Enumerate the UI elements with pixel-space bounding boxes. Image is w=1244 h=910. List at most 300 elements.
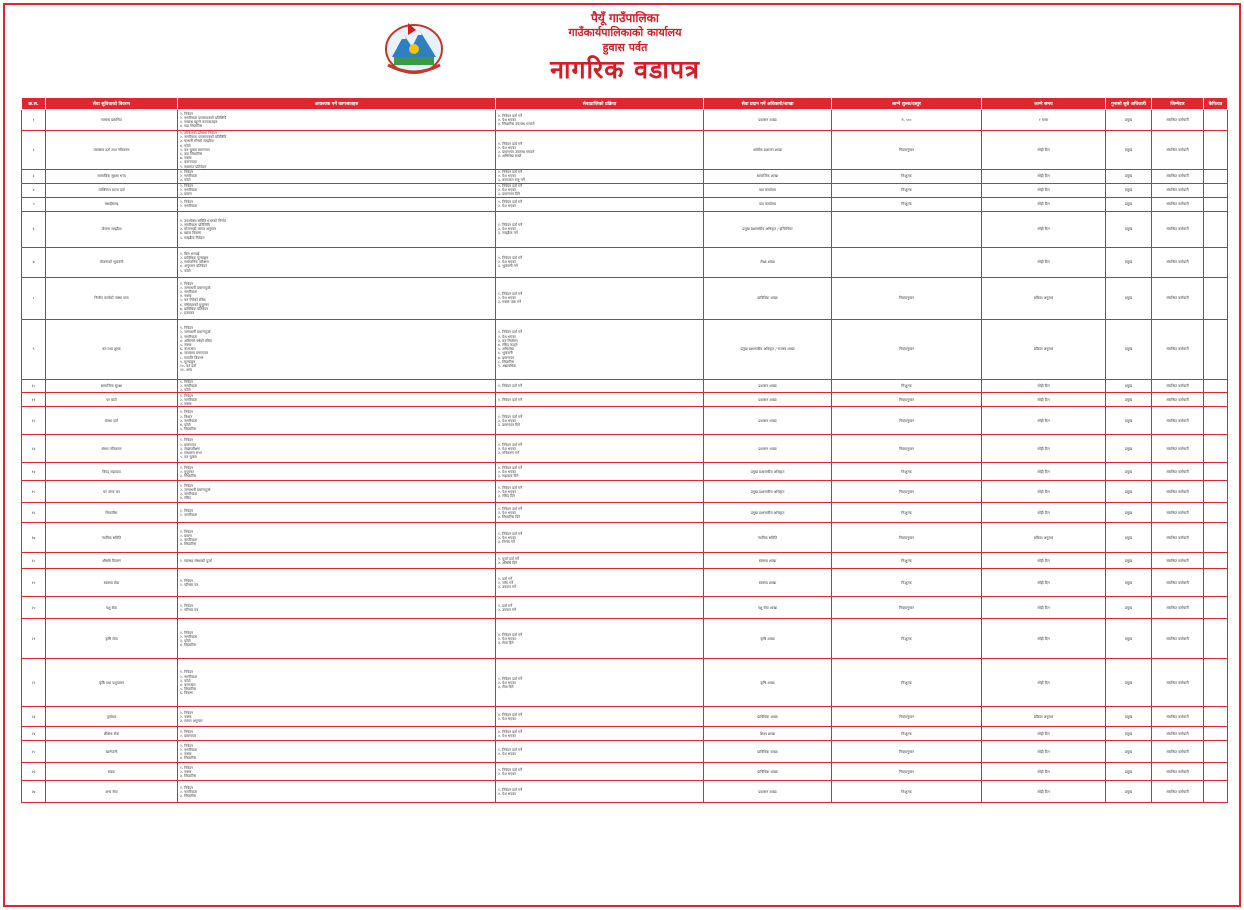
table-row bbox=[22, 197, 1228, 211]
remarks bbox=[1204, 741, 1228, 763]
service-fee: निःशुल्क bbox=[832, 569, 982, 597]
required-documents: १. निवेदन २. विधान ३. नागरिकता ४. फोटो ५. सिफारिस bbox=[178, 407, 496, 435]
remarks bbox=[1204, 393, 1228, 407]
service-time: सोही दिन bbox=[982, 379, 1106, 393]
remarks bbox=[1204, 763, 1228, 781]
service-time: सोही दिन bbox=[982, 659, 1106, 707]
table-row bbox=[22, 247, 1228, 277]
required-documents: १. निवेदन २. नागरिकता ३. फोटो bbox=[178, 379, 496, 393]
service-process: १. निवेदन दर्ता गर्ने २. पेश भएका bbox=[496, 707, 704, 727]
responsible-staff: संबन्धित कर्मचारी bbox=[1152, 781, 1204, 803]
required-documents: १. निवेदन २. नागरिकता ३. नक्सा bbox=[178, 393, 496, 407]
service-process: १. निवेदन दर्ता गर्ने २. पेश भएका ३. सहायता दिने bbox=[496, 463, 704, 481]
service-time: सोही दिन bbox=[982, 247, 1106, 277]
service-process: १. निवेदन दर्ता गर्ने २. पेश भएका ३. सिफारिस दिने bbox=[496, 503, 704, 523]
service-process: १. निवेदन दर्ता गर्ने २. पेश भएका ३. रसिद दिने bbox=[496, 481, 704, 503]
responsible-staff: संबन्धित कर्मचारी bbox=[1152, 503, 1204, 523]
column-header: सेवा प्रदान गर्ने अधिकारी/शाखा bbox=[704, 98, 832, 110]
service-time: सोही दिन bbox=[982, 169, 1106, 183]
service-fee: नियमानुसार bbox=[832, 597, 982, 619]
service-time: सोही दिन bbox=[982, 131, 1106, 170]
complaint-officer: प्रमुख bbox=[1106, 247, 1152, 277]
complaint-officer: प्रमुख bbox=[1106, 277, 1152, 319]
service-officer: प्रशासन शाखा bbox=[704, 393, 832, 407]
row-serial: २ bbox=[22, 131, 46, 170]
column-header: लाग्ने समय bbox=[982, 98, 1106, 110]
service-fee: रु. ५०० bbox=[832, 110, 982, 131]
table-row bbox=[22, 110, 1228, 131]
table-row bbox=[22, 393, 1228, 407]
required-documents: १. निवेदन २. नागरिकता bbox=[178, 197, 496, 211]
service-fee: निःशुल्क bbox=[832, 659, 982, 707]
column-header: सेवाप्राप्तिको प्रक्रिया bbox=[496, 98, 704, 110]
row-serial: १९ bbox=[22, 569, 46, 597]
service-fee bbox=[832, 247, 982, 277]
table-row bbox=[22, 707, 1228, 727]
service-fee: नियमानुसार bbox=[832, 277, 982, 319]
table-row bbox=[22, 435, 1228, 463]
service-time: प्रक्रिया अनुसार bbox=[982, 277, 1106, 319]
row-serial: १० bbox=[22, 379, 46, 393]
responsible-staff: संबन्धित कर्मचारी bbox=[1152, 763, 1204, 781]
required-documents: १. निवेदन २. नागरिकता bbox=[178, 503, 496, 523]
complaint-officer: प्रमुख bbox=[1106, 211, 1152, 247]
row-serial: १ bbox=[22, 110, 46, 131]
remarks bbox=[1204, 407, 1228, 435]
row-serial: २३ bbox=[22, 707, 46, 727]
service-process: १. निवेदन दर्ता गर्ने २. पेश भएका bbox=[496, 741, 704, 763]
row-serial: ५ bbox=[22, 197, 46, 211]
row-serial: २५ bbox=[22, 741, 46, 763]
service-process: १. निवेदन दर्ता गर्ने २. पेश भएका ३. नक्सा पास गर्ने bbox=[496, 277, 704, 319]
service-name: बसाइँसराइ bbox=[46, 197, 178, 211]
complaint-officer: प्रमुख bbox=[1106, 169, 1152, 183]
responsible-staff: संबन्धित कर्मचारी bbox=[1152, 197, 1204, 211]
service-name: योजनाको भुक्तानी bbox=[46, 247, 178, 277]
service-name: घर जग्गा कर bbox=[46, 481, 178, 503]
responsible-staff: संबन्धित कर्मचारी bbox=[1152, 481, 1204, 503]
service-time: सोही दिन bbox=[982, 393, 1106, 407]
page-title: नागरिक वडापत्र bbox=[550, 55, 700, 84]
service-fee: नियमानुसार bbox=[832, 131, 982, 170]
service-fee: नियमानुसार bbox=[832, 435, 982, 463]
service-name: संस्था दर्ता bbox=[46, 407, 178, 435]
service-fee: नियमानुसार bbox=[832, 523, 982, 553]
service-fee: निःशुल्क bbox=[832, 727, 982, 741]
remarks bbox=[1204, 319, 1228, 379]
service-process: १. निवेदन दर्ता गर्ने २. पेश भएका ३. सेवा दिने bbox=[496, 659, 704, 707]
table-row bbox=[22, 619, 1228, 659]
row-serial: १३ bbox=[22, 435, 46, 463]
table-row bbox=[22, 781, 1228, 803]
table-row bbox=[22, 597, 1228, 619]
service-officer: शिक्षा शाखा bbox=[704, 727, 832, 741]
service-fee: निःशुल्क bbox=[832, 553, 982, 569]
table-row bbox=[22, 211, 1228, 247]
row-serial: २० bbox=[22, 597, 46, 619]
required-documents: १. निवेदन २. नागरिकता ३. प्रमाण bbox=[178, 183, 496, 197]
table-row bbox=[22, 379, 1228, 393]
required-documents: १. निवेदन २. प्रमाणपत्र ३. लेखापरीक्षण ४. साधारण सभा ५. कर चुक्ता bbox=[178, 435, 496, 463]
service-process: १. निवेदन दर्ता गर्ने २. पेश भएका ३. सेवा दिने bbox=[496, 619, 704, 659]
column-header: आवश्यक पर्ने कागजातहरु bbox=[178, 98, 496, 110]
service-process: १. निवेदन दर्ता गर्ने २. पेश भएका ३. कागजात रुजु गर्ने bbox=[496, 169, 704, 183]
remarks bbox=[1204, 183, 1228, 197]
row-serial: ११ bbox=[22, 393, 46, 407]
table-row bbox=[22, 277, 1228, 319]
row-serial: २४ bbox=[22, 727, 46, 741]
service-name: घर बाटो bbox=[46, 393, 178, 407]
remarks bbox=[1204, 659, 1228, 707]
service-process: १. निवेदन दर्ता गर्ने २. पेश भएका ३. भुक्तानी गर्ने bbox=[496, 247, 704, 277]
service-name: व्यवसाय दर्ता तथा नविकरण bbox=[46, 131, 178, 170]
remarks bbox=[1204, 463, 1228, 481]
service-fee: निःशुल्क bbox=[832, 183, 982, 197]
row-serial: २७ bbox=[22, 781, 46, 803]
complaint-officer: प्रमुख bbox=[1106, 727, 1152, 741]
service-name: सम्बन्ध प्रमाणित bbox=[46, 110, 178, 131]
service-officer: प्रशासन शाखा bbox=[704, 407, 832, 435]
complaint-officer: प्रमुख bbox=[1106, 659, 1152, 707]
table-row bbox=[22, 569, 1228, 597]
table-row bbox=[22, 553, 1228, 569]
complaint-officer: प्रमुख bbox=[1106, 741, 1152, 763]
required-documents: १. बिल भरपाई २. प्राविधिक मूल्याङ्कन ३. सार्वजनिक परीक्षण ४. अनुगमन प्रतिवेदन ५. फोटो bbox=[178, 247, 496, 277]
responsible-staff: संबन्धित कर्मचारी bbox=[1152, 659, 1204, 707]
complaint-officer: प्रमुख bbox=[1106, 379, 1152, 393]
row-serial: १८ bbox=[22, 553, 46, 569]
remarks bbox=[1204, 707, 1228, 727]
required-documents: १. निवेदन २. मुचुल्का ३. सिफारिस bbox=[178, 463, 496, 481]
service-officer: सामाजिक शाखा bbox=[704, 169, 832, 183]
service-name: अन्य सेवा bbox=[46, 781, 178, 803]
service-officer: प्राविधिक शाखा bbox=[704, 277, 832, 319]
service-time: सोही दिन bbox=[982, 727, 1106, 741]
service-time: सोही दिन bbox=[982, 407, 1106, 435]
required-documents: १. निवेदन २. परिचय पत्र bbox=[178, 569, 496, 597]
responsible-staff: संबन्धित कर्मचारी bbox=[1152, 407, 1204, 435]
service-officer: कृषि शाखा bbox=[704, 619, 832, 659]
column-header: लाग्ने शुल्क/दस्तुर bbox=[832, 98, 982, 110]
row-serial: १५ bbox=[22, 481, 46, 503]
service-fee: नियमानुसार bbox=[832, 741, 982, 763]
table-row bbox=[22, 407, 1228, 435]
service-time: सोही दिन bbox=[982, 553, 1106, 569]
service-officer: स्वास्थ्य शाखा bbox=[704, 553, 832, 569]
remarks bbox=[1204, 435, 1228, 463]
responsible-staff: संबन्धित कर्मचारी bbox=[1152, 393, 1204, 407]
service-name: योजना सम्झौता bbox=[46, 211, 178, 247]
service-process: १. निवेदन दर्ता गर्ने २. पेश भएका ३. प्रमाणपत्र उपलब्ध गराउने ४. अभिलेख राख्ने bbox=[496, 131, 704, 170]
service-process: १. निवेदन दर्ता गर्ने २. पेश भएका ३. सिफारिस उपलब्ध गराउने bbox=[496, 110, 704, 131]
required-documents: १. निवेदन २. नागरिकता ३. सिफारिस bbox=[178, 781, 496, 803]
remarks bbox=[1204, 553, 1228, 569]
service-officer: प्रशासन शाखा bbox=[704, 781, 832, 803]
service-time: सोही दिन bbox=[982, 503, 1106, 523]
service-officer: प्रमुख प्रशासकीय अधिकृत bbox=[704, 481, 832, 503]
service-officer: प्रशासन शाखा bbox=[704, 110, 832, 131]
table-row bbox=[22, 463, 1228, 481]
complaint-officer: प्रमुख bbox=[1106, 763, 1152, 781]
service-name: सिफारिस bbox=[46, 503, 178, 523]
service-officer: आर्थिक प्रशासन शाखा bbox=[704, 131, 832, 170]
service-name: पशु सेवा bbox=[46, 597, 178, 619]
row-serial: ८ bbox=[22, 277, 46, 319]
complaint-officer: प्रमुख bbox=[1106, 319, 1152, 379]
row-serial: १६ bbox=[22, 503, 46, 523]
service-process: १. निवेदन दर्ता गर्ने २. पेश भएका bbox=[496, 763, 704, 781]
service-time: सोही दिन bbox=[982, 481, 1106, 503]
table-row bbox=[22, 763, 1228, 781]
service-process: १. पुर्जा दर्ता गर्ने २. औषधि दिने bbox=[496, 553, 704, 569]
responsible-staff: संबन्धित कर्मचारी bbox=[1152, 110, 1204, 131]
service-time: सोही दिन bbox=[982, 781, 1106, 803]
responsible-staff: संबन्धित कर्मचारी bbox=[1152, 211, 1204, 247]
service-officer: पशु सेवा शाखा bbox=[704, 597, 832, 619]
remarks bbox=[1204, 727, 1228, 741]
column-header: क्र.स. bbox=[22, 98, 46, 110]
remarks bbox=[1204, 379, 1228, 393]
responsible-staff: संबन्धित कर्मचारी bbox=[1152, 569, 1204, 597]
complaint-officer: प्रमुख bbox=[1106, 197, 1152, 211]
required-documents: १. निवेदन २. जग्गाधनी प्रमाणपूर्जा ३. नागरिकता ४. अघिल्लो वर्षको रसिद ५. नक्सा ६. कागजात ७. व्यवसाय प्रमाणपत्र ८. सम्पत्ति विवरण ९. मूल्याङ्कन १०. कर दर्ता ११. अन्य bbox=[178, 319, 496, 379]
responsible-staff: संबन्धित कर्मचारी bbox=[1152, 463, 1204, 481]
service-name: विपद् सहायता bbox=[46, 463, 178, 481]
office-name: गाउँकार्यपालिकाको कार्यालय bbox=[568, 26, 682, 39]
required-documents: १. निवेदन २. जग्गाधनी प्रमाणपूर्जा ३. नागरिकता ४. रसिद bbox=[178, 481, 496, 503]
responsible-staff: संबन्धित कर्मचारी bbox=[1152, 523, 1204, 553]
responsible-staff: संबन्धित कर्मचारी bbox=[1152, 619, 1204, 659]
header bbox=[5, 5, 1239, 97]
remarks bbox=[1204, 131, 1228, 170]
service-time: सोही दिन bbox=[982, 197, 1106, 211]
complaint-officer: प्रमुख bbox=[1106, 569, 1152, 597]
row-serial: ६ bbox=[22, 211, 46, 247]
service-name: सडक bbox=[46, 763, 178, 781]
service-process: १. निवेदन दर्ता गर्ने २. पेश भएका ३. प्रमाणपत्र दिने bbox=[496, 407, 704, 435]
responsible-staff: संबन्धित कर्मचारी bbox=[1152, 435, 1204, 463]
service-time: सोही दिन bbox=[982, 763, 1106, 781]
remarks bbox=[1204, 197, 1228, 211]
service-time: १ घण्टा bbox=[982, 110, 1106, 131]
service-name: सामाजिक सुरक्षा भत्ता bbox=[46, 169, 178, 183]
required-documents: १. उपभोक्ता समिति गठनको निर्णय २. नागरिकता प्रतिलिपि ३. योजनाको लागत अनुमान ४. खाता विवरण ५. सम्झौता निवेदन bbox=[178, 211, 496, 247]
service-officer: प्रशासन शाखा bbox=[704, 379, 832, 393]
remarks bbox=[1204, 110, 1228, 131]
service-officer: प्रमुख प्रशासकीय अधिकृत / राजस्व शाखा bbox=[704, 319, 832, 379]
responsible-staff: संबन्धित कर्मचारी bbox=[1152, 183, 1204, 197]
service-name: पूर्वाधार bbox=[46, 707, 178, 727]
service-process: १. निवेदन दर्ता गर्ने २. पेश भएका ३. नविकरण गर्ने bbox=[496, 435, 704, 463]
responsible-staff: संबन्धित कर्मचारी bbox=[1152, 319, 1204, 379]
remarks bbox=[1204, 597, 1228, 619]
column-header: गुनासो सुन्ने अधिकारी bbox=[1106, 98, 1152, 110]
service-officer: न्यायिक समिति bbox=[704, 523, 832, 553]
table-row bbox=[22, 183, 1228, 197]
table-body bbox=[22, 110, 1228, 803]
service-fee: निःशुल्क bbox=[832, 379, 982, 393]
service-officer: लेखा शाखा bbox=[704, 247, 832, 277]
service-time: प्रक्रिया अनुसार bbox=[982, 523, 1106, 553]
service-time: सोही दिन bbox=[982, 741, 1106, 763]
table-row bbox=[22, 727, 1228, 741]
table-row bbox=[22, 319, 1228, 379]
table-row bbox=[22, 741, 1228, 763]
service-fee: निःशुल्क bbox=[832, 463, 982, 481]
responsible-staff: संबन्धित कर्मचारी bbox=[1152, 727, 1204, 741]
service-name: व्यक्तिगत घटना दर्ता bbox=[46, 183, 178, 197]
row-serial: २१ bbox=[22, 619, 46, 659]
required-documents: १. निवेदन २. प्रमाणपत्र bbox=[178, 727, 496, 741]
service-officer: कृषि शाखा bbox=[704, 659, 832, 707]
complaint-officer: प्रमुख bbox=[1106, 707, 1152, 727]
service-name: औषधि वितरण bbox=[46, 553, 178, 569]
citizen-charter-table bbox=[21, 97, 1228, 803]
service-process: १. निवेदन दर्ता गर्ने २. पेश भएका bbox=[496, 727, 704, 741]
table-row bbox=[22, 659, 1228, 707]
service-fee: निःशुल्क bbox=[832, 619, 982, 659]
complaint-officer: प्रमुख bbox=[1106, 597, 1152, 619]
remarks bbox=[1204, 781, 1228, 803]
row-serial: २६ bbox=[22, 763, 46, 781]
table-row bbox=[22, 169, 1228, 183]
complaint-officer: प्रमुख bbox=[1106, 619, 1152, 659]
complaint-officer: प्रमुख bbox=[1106, 463, 1152, 481]
column-header: कैफियत bbox=[1204, 98, 1228, 110]
required-documents: १. निवेदन २. परिचय पत्र bbox=[178, 597, 496, 619]
service-name: खानेपानी bbox=[46, 741, 178, 763]
required-documents: १. निवेदन २. जग्गाधनी प्रमाणपूर्जा ३. नागरिकता ४. नक्सा ५. कर तिरेको रसिद ६. संधियारको मुचुल्का ७. प्राविधिक प्रतिवेदन ८. इजाजत bbox=[178, 277, 496, 319]
service-name: स्वास्थ्य सेवा bbox=[46, 569, 178, 597]
row-serial: ४ bbox=[22, 183, 46, 197]
service-name: कृषि सेवा bbox=[46, 619, 178, 659]
required-documents: १. निवेदन २. नागरिकता ३. नक्सा ४. सिफारिस bbox=[178, 741, 496, 763]
service-name: सामाजिक सुरक्षा bbox=[46, 379, 178, 393]
complaint-officer: प्रमुख bbox=[1106, 183, 1152, 197]
required-documents: १. निवेदन २. प्रमाण ३. नागरिकता ४. सिफारिस bbox=[178, 523, 496, 553]
service-officer: वडा कार्यालय bbox=[704, 183, 832, 197]
complaint-officer: प्रमुख bbox=[1106, 523, 1152, 553]
complaint-officer: प्रमुख bbox=[1106, 553, 1152, 569]
required-documents: १. निवेदन २. नागरिकता ३. फोटो ४. सिफारिस bbox=[178, 619, 496, 659]
complaint-officer: प्रमुख bbox=[1106, 781, 1152, 803]
service-time: सोही दिन bbox=[982, 619, 1106, 659]
service-time: सोही दिन bbox=[982, 463, 1106, 481]
service-process: १. दर्ता गर्ने २. जाँच गर्ने ३. उपचार गर्ने bbox=[496, 569, 704, 597]
required-documents: १. निवेदन २. नागरिकता ३. फोटो ४. कागजात ५. सिफारिस ६. विवरण bbox=[178, 659, 496, 707]
required-documents: १. निवेदन २. नागरिकता प्रमाणपत्रको प्रतिलिपि ३. सम्बन्ध खुल्ने कागजातहरु ४. वडा सिफारिस bbox=[178, 110, 496, 131]
service-name: कृषि तथा पशुपालन bbox=[46, 659, 178, 707]
column-header: जिम्मेवार bbox=[1152, 98, 1204, 110]
complaint-officer: प्रमुख bbox=[1106, 407, 1152, 435]
service-time: सोही दिन bbox=[982, 183, 1106, 197]
required-documents: १. निवेदन २. नागरिकता ३. फोटो bbox=[178, 169, 496, 183]
complaint-officer: प्रमुख bbox=[1106, 131, 1152, 170]
service-officer: प्रमुख प्रशासकीय अधिकृत bbox=[704, 463, 832, 481]
service-fee: नियमानुसार bbox=[832, 393, 982, 407]
required-documents: १. निवेदन २. नक्सा ३. लागत अनुमान bbox=[178, 707, 496, 727]
municipality-name: पैयूँ गाउँपालिका bbox=[591, 11, 659, 25]
service-process: १. निवेदन दर्ता गर्ने २. पेश भएका bbox=[496, 781, 704, 803]
service-officer: प्रमुख प्रशासकीय अधिकृत bbox=[704, 503, 832, 523]
service-fee: निःशुल्क bbox=[832, 169, 982, 183]
service-time: सोही दिन bbox=[982, 211, 1106, 247]
table-row bbox=[22, 481, 1228, 503]
service-time: सोही दिन bbox=[982, 597, 1106, 619]
office-location: हुवास पर्वत bbox=[602, 41, 648, 54]
remarks bbox=[1204, 211, 1228, 247]
complaint-officer: प्रमुख bbox=[1106, 110, 1152, 131]
row-serial: ९ bbox=[22, 319, 46, 379]
responsible-staff: संबन्धित कर्मचारी bbox=[1152, 379, 1204, 393]
responsible-staff: संबन्धित कर्मचारी bbox=[1152, 597, 1204, 619]
required-documents: १. तोकिएको ढाँचामा निवेदन २. नागरिकता प्रमाणपत्रको प्रतिलिपि ३. घरधनी सँगको सम्झौता ४. फोटो ५. कर चुक्ता प्रमाणपत्र ६. वडा सिफारिस ७. नक्सा ८. करारनामा ९. स्थलगत प्रतिवेदन bbox=[178, 131, 496, 170]
service-officer: प्राविधिक शाखा bbox=[704, 707, 832, 727]
complaint-officer: प्रमुख bbox=[1106, 503, 1152, 523]
column-header: सेवा सुविधाको विवरण bbox=[46, 98, 178, 110]
service-process: १. निवेदन दर्ता गर्ने २. पेश भएका ३. प्रमाणपत्र दिने bbox=[496, 183, 704, 197]
service-time: सोही दिन bbox=[982, 435, 1106, 463]
service-process: १. निवेदन दर्ता गर्ने bbox=[496, 393, 704, 407]
remarks bbox=[1204, 169, 1228, 183]
service-officer: प्रमुख प्रशासकीय अधिकृत / इन्जिनियर bbox=[704, 211, 832, 247]
remarks bbox=[1204, 481, 1228, 503]
municipality-emblem-icon bbox=[382, 17, 446, 77]
service-fee bbox=[832, 211, 982, 247]
service-name: शैक्षिक सेवा bbox=[46, 727, 178, 741]
required-documents: १. स्वास्थ्य संस्थाको पुर्जा bbox=[178, 553, 496, 569]
service-officer: प्रशासन शाखा bbox=[704, 435, 832, 463]
service-name: निर्माण कार्यको नक्सा पास bbox=[46, 277, 178, 319]
responsible-staff: संबन्धित कर्मचारी bbox=[1152, 277, 1204, 319]
service-officer: प्राविधिक शाखा bbox=[704, 763, 832, 781]
service-process: १. निवेदन दर्ता गर्ने २. पेश भएका ३. कर निर्धारण ४. रसिद काट्ने ५. अभिलेख ६. भुक्तानी ७. प्रमाणपत्र ८. सिफारिस ९. अद्यावधिक bbox=[496, 319, 704, 379]
table-row bbox=[22, 523, 1228, 553]
service-process: १. निवेदन दर्ता गर्ने २. पेश भएका ३. निर्णय गर्ने bbox=[496, 523, 704, 553]
row-serial: १७ bbox=[22, 523, 46, 553]
service-process: १. निवेदन दर्ता गर्ने २. पेश भएका ३. सम्झौता गर्ने bbox=[496, 211, 704, 247]
responsible-staff: संबन्धित कर्मचारी bbox=[1152, 247, 1204, 277]
responsible-staff: संबन्धित कर्मचारी bbox=[1152, 741, 1204, 763]
service-officer: वडा कार्यालय bbox=[704, 197, 832, 211]
service-fee: नियमानुसार bbox=[832, 707, 982, 727]
service-fee: निःशुल्क bbox=[832, 781, 982, 803]
service-officer: स्वास्थ्य शाखा bbox=[704, 569, 832, 597]
remarks bbox=[1204, 503, 1228, 523]
complaint-officer: प्रमुख bbox=[1106, 435, 1152, 463]
table-header-row bbox=[22, 98, 1228, 110]
table-row bbox=[22, 503, 1228, 523]
row-serial: २२ bbox=[22, 659, 46, 707]
complaint-officer: प्रमुख bbox=[1106, 393, 1152, 407]
service-process: १. निवेदन दर्ता गर्ने २. पेश भएका bbox=[496, 197, 704, 211]
responsible-staff: संबन्धित कर्मचारी bbox=[1152, 707, 1204, 727]
remarks bbox=[1204, 277, 1228, 319]
service-time: सोही दिन bbox=[982, 569, 1106, 597]
remarks bbox=[1204, 247, 1228, 277]
service-fee: नियमानुसार bbox=[832, 407, 982, 435]
responsible-staff: संबन्धित कर्मचारी bbox=[1152, 131, 1204, 170]
complaint-officer: प्रमुख bbox=[1106, 481, 1152, 503]
row-serial: १२ bbox=[22, 407, 46, 435]
remarks bbox=[1204, 523, 1228, 553]
service-time: प्रक्रिया अनुसार bbox=[982, 319, 1106, 379]
service-fee: निःशुल्क bbox=[832, 197, 982, 211]
responsible-staff: संबन्धित कर्मचारी bbox=[1152, 553, 1204, 569]
service-officer: प्राविधिक शाखा bbox=[704, 741, 832, 763]
row-serial: १४ bbox=[22, 463, 46, 481]
row-serial: ७ bbox=[22, 247, 46, 277]
